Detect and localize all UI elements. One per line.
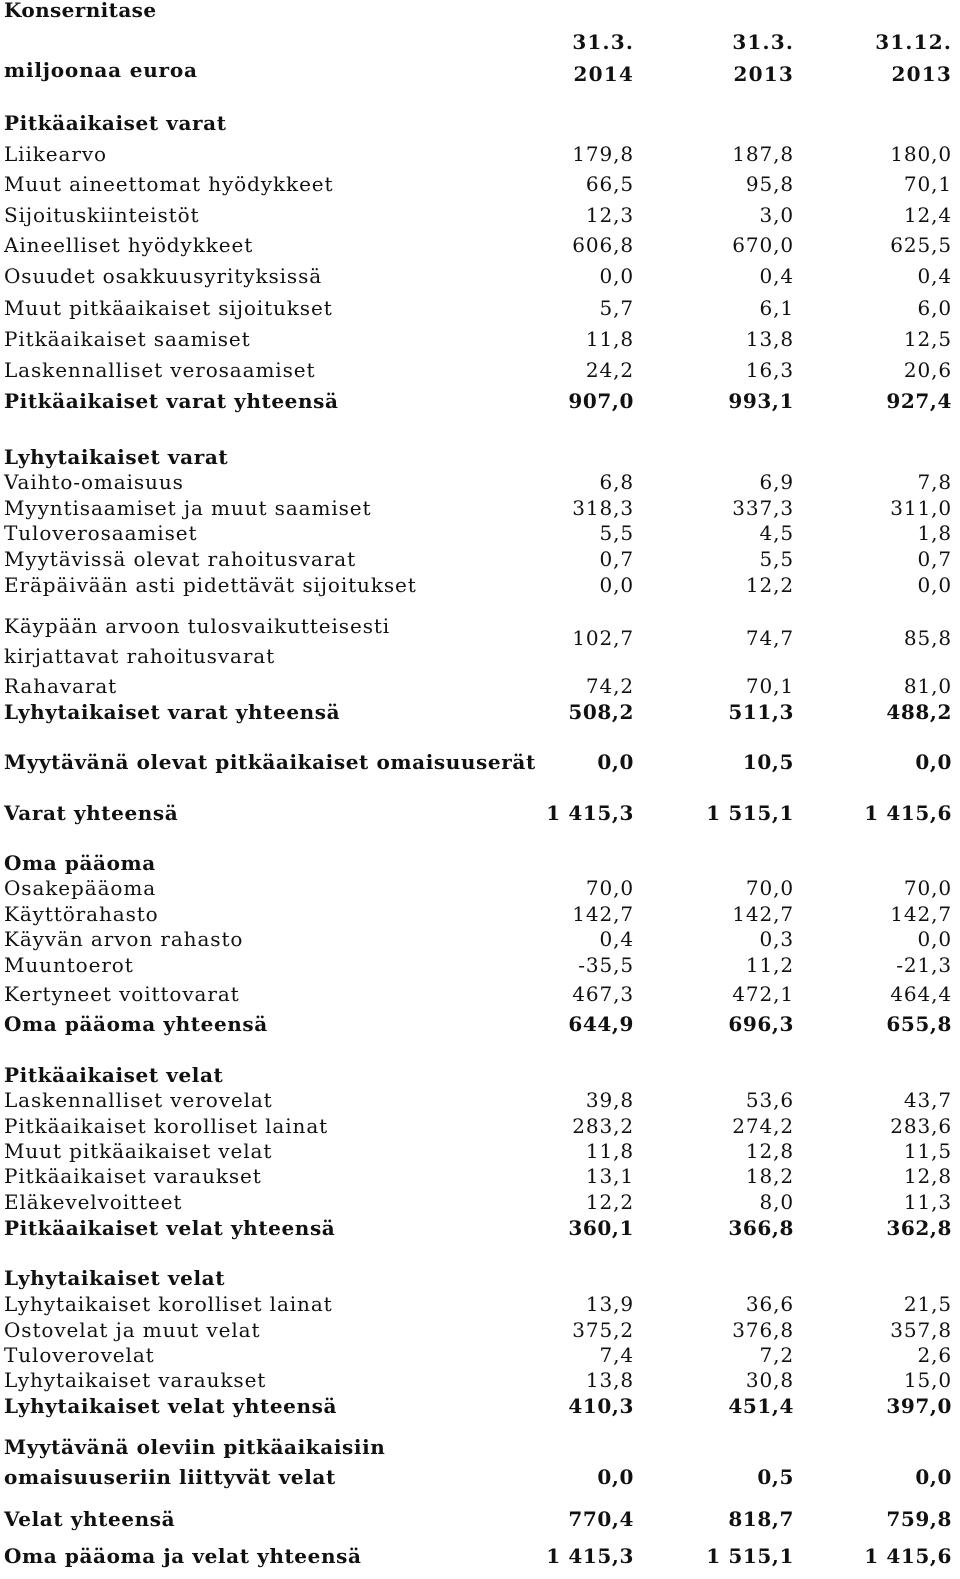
row-label: Pitkäaikaiset saamiset [4, 327, 251, 351]
section-header [0, 1062, 960, 1088]
row-value-col-1: 70,0 [585, 876, 634, 900]
row-value-col-1: 360,1 [568, 1216, 634, 1240]
row-value-col-3: 6,0 [917, 296, 952, 320]
row-value-col-1: 13,9 [585, 1292, 634, 1316]
total-row [0, 699, 960, 725]
row-value-col-3: 1,8 [917, 521, 952, 545]
row-label: Tuloverovelat [4, 1343, 155, 1367]
row-label: Laskennalliset verosaamiset [4, 358, 316, 382]
table-row [0, 1113, 960, 1139]
row-value-col-2: 1 515,1 [706, 801, 794, 825]
row-label: Muut aineettomat hyödykkeet [4, 172, 334, 196]
row-value-col-3: 7,8 [917, 470, 952, 494]
row-value-col-3: 15,0 [903, 1368, 952, 1392]
table-row [0, 926, 960, 952]
row-value-col-2: 6,9 [759, 470, 794, 494]
row-value-col-3: 655,8 [886, 1012, 952, 1036]
row-label: Muuntoerot [4, 953, 134, 977]
row-value-col-2: 142,7 [732, 902, 794, 926]
column-header-2-year: 2013 [733, 62, 794, 86]
row-value-col-2: 8,0 [759, 1190, 794, 1214]
page-title: Konsernitase [4, 0, 157, 22]
row-value-col-1: 606,8 [572, 233, 634, 257]
row-value-col-3: 21,5 [903, 1292, 952, 1316]
row-value-col-3: 20,6 [903, 358, 952, 382]
row-value-col-1: 508,2 [568, 700, 634, 724]
row-value-col-2: 36,6 [745, 1292, 794, 1316]
row-value-col-1: 74,2 [585, 674, 634, 698]
table-row [0, 611, 960, 667]
row-value-col-3: 362,8 [886, 1216, 952, 1240]
section-header [0, 850, 960, 876]
column-header-2-date: 31.3. [732, 30, 794, 54]
row-value-col-2: 18,2 [745, 1164, 794, 1188]
row-value-col-2: 13,8 [745, 327, 794, 351]
table-row [0, 1189, 960, 1215]
row-value-col-3: 43,7 [903, 1088, 952, 1112]
section-title: Lyhytaikaiset velat [4, 1266, 226, 1290]
row-value-col-1: 644,9 [568, 1012, 634, 1036]
row-value-col-2: 670,0 [732, 233, 794, 257]
total-row [0, 1393, 960, 1419]
row-value-col-1: 179,8 [572, 142, 634, 166]
row-label: Pitkäaikaiset varaukset [4, 1164, 262, 1188]
row-value-col-3: 1 415,6 [864, 1544, 952, 1568]
section-title: Pitkäaikaiset velat [4, 1063, 224, 1087]
table-row [0, 357, 960, 383]
row-label: Myyntisaamiset ja muut saamiset [4, 496, 372, 520]
row-value-col-1: 11,8 [585, 327, 634, 351]
row-value-col-3: 625,5 [890, 233, 952, 257]
row-value-col-1: -35,5 [578, 953, 634, 977]
row-label: Eräpäivään asti pidettävät sijoitukset [4, 573, 417, 597]
row-value-col-3: 0,0 [915, 1465, 952, 1489]
row-value-col-1: 0,0 [597, 1465, 634, 1489]
table-row [0, 141, 960, 167]
row-value-col-1: 0,0 [599, 264, 634, 288]
row-value-col-2: 0,3 [759, 927, 794, 951]
table-row [0, 202, 960, 228]
section-title: Lyhytaikaiset varat [4, 445, 229, 469]
row-value-col-1: 13,8 [585, 1368, 634, 1392]
total-row [0, 1011, 960, 1037]
total-row [0, 388, 960, 414]
row-value-col-1: 467,3 [572, 982, 634, 1006]
row-label: Lyhytaikaiset varat yhteensä [4, 700, 341, 724]
row-label: Myytävissä olevat rahoitusvarat [4, 547, 357, 571]
row-value-col-1: 0,0 [599, 573, 634, 597]
row-value-col-2: 451,4 [728, 1394, 794, 1418]
row-label: Pitkäaikaiset velat yhteensä [4, 1216, 336, 1240]
row-label: Ostovelat ja muut velat [4, 1318, 261, 1342]
row-value-col-2: 10,5 [742, 750, 794, 774]
row-label: Oma pääoma ja velat yhteensä [4, 1544, 362, 1568]
table-row [0, 546, 960, 572]
table-row [0, 572, 960, 598]
column-header-1-date: 31.3. [572, 30, 634, 54]
row-value-col-2: 12,2 [745, 573, 794, 597]
row-label: Liikearvo [4, 142, 107, 166]
table-row [0, 232, 960, 258]
row-value-col-2: 7,2 [759, 1343, 794, 1367]
row-value-col-2: 3,0 [759, 203, 794, 227]
table-row [0, 263, 960, 289]
row-label: Osakepääoma [4, 876, 157, 900]
row-label: Eläkevelvoitteet [4, 1190, 183, 1214]
row-value-col-2: 70,0 [745, 876, 794, 900]
row-label: Aineelliset hyödykkeet [4, 233, 254, 257]
row-value-col-1: 0,0 [597, 750, 634, 774]
row-value-col-3: 12,8 [903, 1164, 952, 1188]
section-header [0, 444, 960, 470]
row-value-col-2: 5,5 [759, 547, 794, 571]
row-value-col-1: 39,8 [585, 1088, 634, 1112]
total-row [0, 1432, 960, 1488]
row-value-col-3: 70,0 [903, 876, 952, 900]
row-value-col-3: 180,0 [890, 142, 952, 166]
row-value-col-2: 11,2 [745, 953, 794, 977]
row-value-col-1: 1 415,3 [546, 801, 634, 825]
total-row [0, 1506, 960, 1532]
row-value-col-3: 0,0 [917, 573, 952, 597]
row-value-col-2: 187,8 [732, 142, 794, 166]
row-label: Muut pitkäaikaiset sijoitukset [4, 296, 333, 320]
row-label: Käypään arvoon tulosvaikutteisesti kirjattavat rahoitusvarat [4, 614, 391, 668]
row-value-col-3: 12,4 [903, 203, 952, 227]
section-title: Pitkäaikaiset varat [4, 111, 227, 135]
row-label: Myytävänä olevat pitkäaikaiset omaisuuserät [4, 750, 536, 774]
row-value-col-1: 66,5 [585, 172, 634, 196]
row-value-col-2: 70,1 [745, 674, 794, 698]
row-value-col-2: 993,1 [728, 389, 794, 413]
row-value-col-2: 511,3 [728, 700, 794, 724]
row-value-col-3: 0,7 [917, 547, 952, 571]
row-value-col-2: 366,8 [728, 1216, 794, 1240]
row-value-col-3: 311,0 [890, 496, 952, 520]
row-value-col-2: 4,5 [759, 521, 794, 545]
row-value-col-2: 274,2 [732, 1114, 794, 1138]
row-value-col-1: 0,7 [599, 547, 634, 571]
table-row [0, 673, 960, 699]
row-value-col-3: 283,6 [890, 1114, 952, 1138]
row-value-col-1: 13,1 [585, 1164, 634, 1188]
row-value-col-2: 472,1 [732, 982, 794, 1006]
column-header-2 [644, 28, 794, 88]
row-value-col-3: 488,2 [886, 700, 952, 724]
table-row [0, 469, 960, 495]
table-row [0, 901, 960, 927]
row-value-col-2: 16,3 [745, 358, 794, 382]
row-label: Osuudet osakkuusyrityksissä [4, 264, 323, 288]
row-value-col-3: 81,0 [903, 674, 952, 698]
row-value-col-1: 12,3 [585, 203, 634, 227]
row-label: Velat yhteensä [4, 1507, 176, 1531]
row-value-col-3: 142,7 [890, 902, 952, 926]
row-label: Varat yhteensä [4, 801, 179, 825]
row-value-col-1: 907,0 [568, 389, 634, 413]
column-header-3 [802, 28, 952, 88]
row-label: Kertyneet voittovarat [4, 982, 240, 1006]
row-value-col-3: 357,8 [890, 1318, 952, 1342]
row-value-col-3: 70,1 [903, 172, 952, 196]
row-value-col-1: 12,2 [585, 1190, 634, 1214]
row-value-col-2: 376,8 [732, 1318, 794, 1342]
section-title: Oma pääoma [4, 851, 156, 875]
table-row [0, 1342, 960, 1368]
row-label: Pitkäaikaiset varat yhteensä [4, 389, 339, 413]
column-header-1 [484, 28, 634, 88]
row-value-col-3: 0,4 [917, 264, 952, 288]
row-label: Sijoituskiinteistöt [4, 203, 200, 227]
section-header [0, 1265, 960, 1291]
table-row [0, 1163, 960, 1189]
row-value-col-3: -21,3 [896, 953, 952, 977]
row-value-col-1: 375,2 [572, 1318, 634, 1342]
row-value-col-2: 0,4 [759, 264, 794, 288]
row-value-col-3: 11,5 [903, 1139, 952, 1163]
row-label: Muut pitkäaikaiset velat [4, 1139, 273, 1163]
table-row [0, 1367, 960, 1393]
row-label: Rahavarat [4, 674, 118, 698]
table-row [0, 520, 960, 546]
row-value-col-2: 337,3 [732, 496, 794, 520]
table-row [0, 295, 960, 321]
unit-label: miljoonaa euroa [4, 58, 198, 82]
row-value-col-1: 5,5 [599, 521, 634, 545]
table-row [0, 171, 960, 197]
column-header-3-year: 2013 [891, 62, 952, 86]
row-value-col-3: 85,8 [903, 626, 952, 650]
total-row [0, 1215, 960, 1241]
row-value-col-3: 1 415,6 [864, 801, 952, 825]
table-row [0, 1317, 960, 1343]
column-header-3-date: 31.12. [875, 30, 952, 54]
row-label: Myytävänä oleviin pitkäaikaisiin omaisuuseriin liittyvät velat [4, 1435, 386, 1489]
row-value-col-2: 696,3 [728, 1012, 794, 1036]
row-value-col-1: 5,7 [599, 296, 634, 320]
row-value-col-1: 102,7 [572, 626, 634, 650]
row-label: Tuloverosaamiset [4, 521, 198, 545]
total-row [0, 800, 960, 826]
row-label: Pitkäaikaiset korolliset lainat [4, 1114, 329, 1138]
section-header [0, 110, 960, 136]
table-row [0, 1138, 960, 1164]
row-value-col-1: 283,2 [572, 1114, 634, 1138]
row-value-col-2: 30,8 [745, 1368, 794, 1392]
total-row [0, 1543, 960, 1569]
total-row [0, 749, 960, 775]
row-value-col-2: 0,5 [757, 1465, 794, 1489]
table-row [0, 1291, 960, 1317]
row-value-col-3: 12,5 [903, 327, 952, 351]
row-value-col-3: 2,6 [917, 1343, 952, 1367]
row-label: Vaihto-omaisuus [4, 470, 184, 494]
row-value-col-1: 770,4 [568, 1507, 634, 1531]
row-value-col-1: 7,4 [599, 1343, 634, 1367]
row-value-col-2: 53,6 [745, 1088, 794, 1112]
row-label: Lyhytaikaiset velat yhteensä [4, 1394, 338, 1418]
row-value-col-2: 818,7 [728, 1507, 794, 1531]
row-value-col-3: 464,4 [890, 982, 952, 1006]
row-value-col-1: 24,2 [585, 358, 634, 382]
row-value-col-1: 0,4 [599, 927, 634, 951]
row-value-col-2: 74,7 [745, 626, 794, 650]
table-row [0, 952, 960, 978]
row-value-col-1: 142,7 [572, 902, 634, 926]
row-label: Käyvän arvon rahasto [4, 927, 244, 951]
column-header-1-year: 2014 [573, 62, 634, 86]
row-label: Käyttörahasto [4, 902, 159, 926]
row-value-col-1: 11,8 [585, 1139, 634, 1163]
row-value-col-2: 12,8 [745, 1139, 794, 1163]
table-row [0, 495, 960, 521]
row-value-col-1: 318,3 [572, 496, 634, 520]
row-value-col-1: 6,8 [599, 470, 634, 494]
row-value-col-3: 927,4 [886, 389, 952, 413]
table-row [0, 1087, 960, 1113]
row-value-col-3: 0,0 [915, 750, 952, 774]
row-value-col-2: 1 515,1 [706, 1544, 794, 1568]
table-row [0, 875, 960, 901]
row-value-col-3: 397,0 [886, 1394, 952, 1418]
table-row [0, 981, 960, 1007]
row-value-col-3: 759,8 [886, 1507, 952, 1531]
row-value-col-2: 6,1 [759, 296, 794, 320]
row-value-col-1: 1 415,3 [546, 1544, 634, 1568]
row-label: Lyhytaikaiset korolliset lainat [4, 1292, 333, 1316]
row-value-col-3: 0,0 [917, 927, 952, 951]
table-row [0, 326, 960, 352]
row-value-col-1: 410,3 [568, 1394, 634, 1418]
row-value-col-3: 11,3 [903, 1190, 952, 1214]
row-label: Lyhytaikaiset varaukset [4, 1368, 267, 1392]
row-label: Laskennalliset verovelat [4, 1088, 273, 1112]
row-label: Oma pääoma yhteensä [4, 1012, 268, 1036]
row-value-col-2: 95,8 [745, 172, 794, 196]
